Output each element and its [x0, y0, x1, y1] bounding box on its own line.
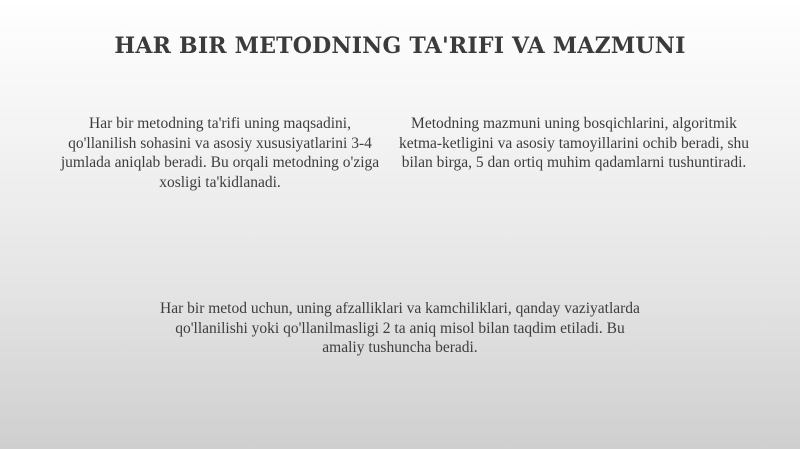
definition-paragraph: Har bir metodning ta'rifi uning maqsadini, qo'llanilish sohasini va asosiy xususiyatlarini 3-4 jumlada aniqlab beradi. Bu orqali metodning o'ziga xosligi ta'kidlanadi.	[60, 115, 380, 191]
examples-paragraph: Har bir metod uchun, uning afzalliklari va kamchiliklari, qanday vaziyatlarda qo'llanilishi yoki qo'llanilmasligi 2 ta aniq misol bilan taqdim etiladi. Bu amaliy tushuncha beradi.	[160, 300, 640, 356]
content-paragraph: Metodning mazmuni uning bosqichlarini, algoritmik ketma-ketligini va asosiy tamoyillarini ochib beradi, shu bilan birga, 5 dan ortiq muhim qadamlarni tushuntiradi.	[399, 115, 749, 171]
slide-title: HAR BIR METODNING TA'RIFI VA MAZMUNI	[114, 33, 686, 59]
